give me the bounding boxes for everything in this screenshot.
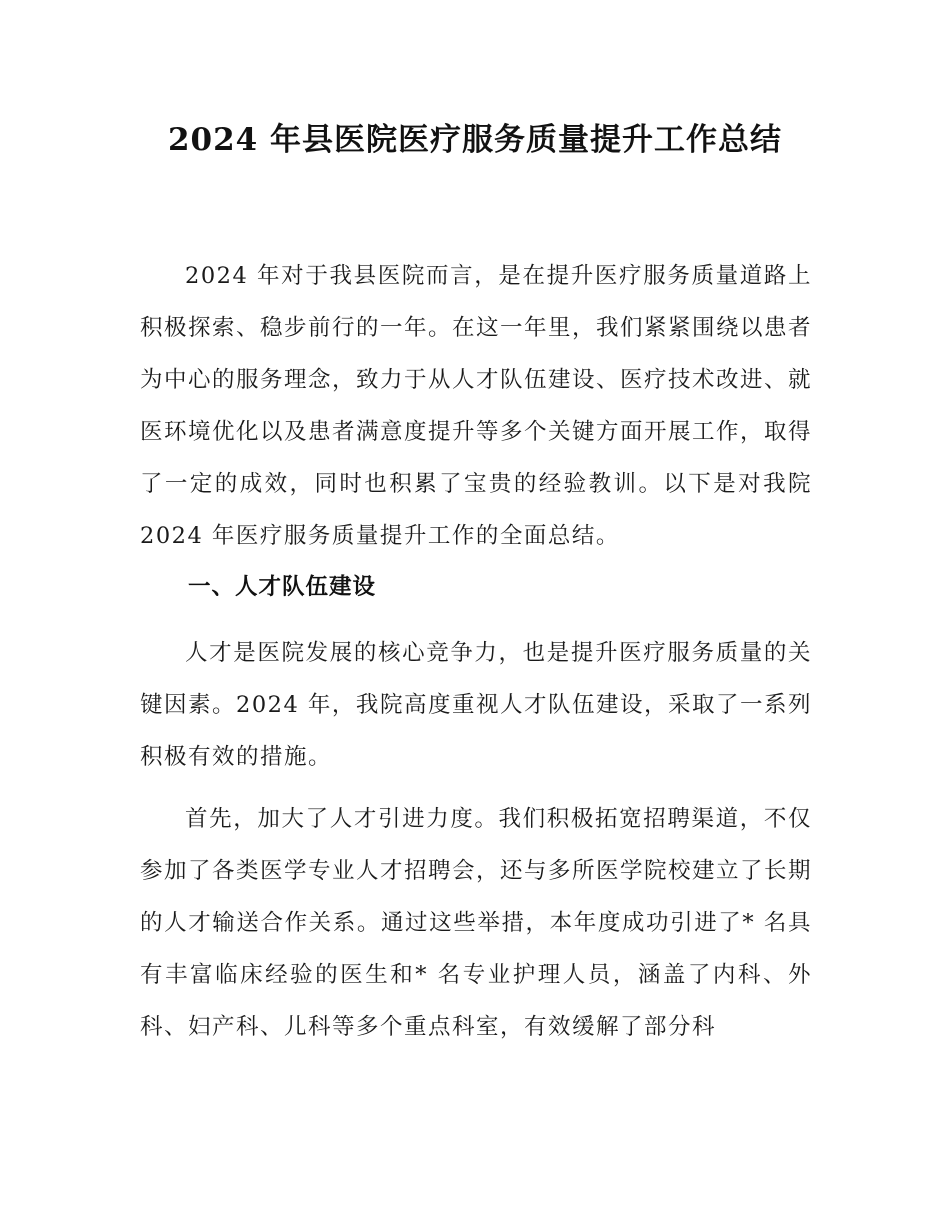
section-paragraph: 人才是医院发展的核心竞争力，也是提升医疗服务质量的关键因素。2024 年，我院高度重视人才队伍建设，采取了一系列积极有效的措施。 bbox=[140, 640, 812, 770]
document-title: 2024 年县医院医疗服务质量提升工作总结 bbox=[167, 122, 783, 158]
section-heading: 一、人才队伍建设 bbox=[188, 574, 377, 600]
section-paragraph: 首先，加大了人才引进力度。我们积极拓宽招聘渠道，不仅参加了各类医学专业人才招聘会，还与多所医学院校建立了长期的人才输送合作关系。通过这些举措，本年度成功引进了* 名具有丰富临床经验的医生和* 名专业护理人员，涵盖了内科、外科、妇产科、儿科等多个重点科室，有效缓解了部分科 bbox=[140, 806, 813, 1040]
intro-paragraph: 2024 年对于我县医院而言，是在提升医疗服务质量道路上积极探索、稳步前行的一年。在这一年里，我们紧紧围绕以患者为中心的服务理念，致力于从人才队伍建设、医疗技术改进、就医环境优化以及患者满意度提升等多个关键方面开展工作，取得了一定的成效，同时也积累了宝贵的经验教训。以下是对我院 2024 年医疗服务质量提升工作的全面总结。 bbox=[140, 263, 813, 549]
